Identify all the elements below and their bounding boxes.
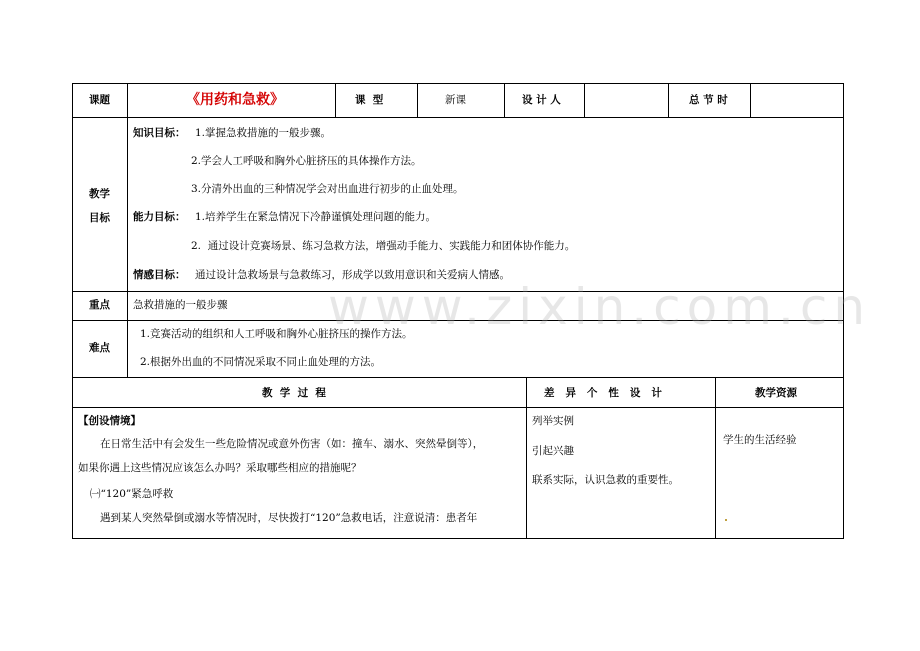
ability-goal-label: 能力目标：	[133, 211, 186, 223]
hours-label: 总 节 时	[689, 94, 728, 106]
type-value: 新课	[445, 94, 466, 106]
difficulties-label: 难点	[89, 342, 110, 354]
col-divider	[750, 83, 751, 117]
process-paragraph: 遇到某人突然晕倒或溺水等情况时，尽快拨打“120”急救电话，注意说清：患者年	[100, 512, 478, 524]
key-points-text: 急救措施的一般步骤	[133, 299, 228, 311]
objectives-label-line1: 教学	[89, 188, 110, 200]
row-divider	[72, 117, 844, 118]
table-border-bottom	[72, 538, 844, 539]
col-divider	[127, 117, 128, 377]
col-divider	[584, 83, 585, 117]
key-points-label: 重点	[89, 299, 110, 311]
knowledge-goal-label: 知识目标：	[133, 127, 186, 139]
differentiation-item: 列举实例	[532, 415, 574, 427]
process-paragraph: 如果你遇上这些情况应该怎么办吗？采取哪些相应的措施呢？	[78, 462, 362, 474]
col-divider	[127, 83, 128, 117]
designer-label: 设 计 人	[522, 94, 561, 106]
knowledge-goal-item: 2.学会人工呼吸和胸外心脏挤压的具体操作方法。	[191, 155, 422, 167]
emotion-goal-label: 情感目标：	[133, 269, 186, 281]
watermark: www.zixin.com.cn	[328, 278, 872, 336]
table-border-left	[72, 83, 73, 539]
col-divider	[504, 83, 505, 117]
col-divider	[335, 83, 336, 117]
emotion-goal-text: 通过设计急救场景与急救练习，形成学以致用意识和关爱病人情感。	[195, 269, 510, 281]
resources-header: 教学资源	[755, 387, 797, 399]
row-divider	[72, 407, 844, 408]
section-title: 【创设情境】	[78, 415, 141, 427]
differentiation-item: 联系实际，认识急救的重要性。	[532, 474, 679, 486]
table-border-top	[72, 83, 844, 84]
ability-goal-item: 2. 通过设计竞赛场景、练习急救方法，增强动手能力、实践能力和团体协作能力。	[191, 240, 576, 252]
knowledge-goal-item: 3.分清外出血的三种情况学会对出血进行初步的止血处理。	[191, 183, 464, 195]
differentiation-item: 引起兴趣	[532, 445, 574, 457]
col-divider	[668, 83, 669, 117]
process-header: 教 学 过 程	[262, 387, 326, 399]
process-subsection: ㈠“120”紧急呼救	[90, 488, 174, 500]
type-label: 课 型	[355, 94, 384, 106]
stray-mark	[725, 519, 727, 521]
difficulty-item: 2.根据外出血的不同情况采取不同止血处理的方法。	[140, 356, 382, 368]
col-divider	[526, 377, 527, 539]
objectives-label-line2: 目标	[89, 212, 110, 224]
lesson-title: 《用药和急救》	[186, 92, 284, 108]
difficulty-item: 1.竞赛活动的组织和人工呼吸和胸外心脏挤压的操作方法。	[140, 328, 413, 340]
row-divider	[72, 377, 844, 378]
topic-label: 课题	[89, 94, 110, 106]
knowledge-goal-item: 1.掌握急救措施的一般步骤。	[195, 127, 332, 139]
process-paragraph: 在日常生活中有会发生一些危险情况或意外伤害（如：撞车、溺水、突然晕倒等），	[100, 438, 484, 450]
col-divider	[715, 377, 716, 539]
col-divider	[417, 83, 418, 117]
resources-text: 学生的生活经验	[723, 434, 797, 446]
differentiation-header: 差 异 个 性 设 计	[544, 387, 662, 399]
ability-goal-item: 1.培养学生在紧急情况下冷静谨慎处理问题的能力。	[195, 211, 437, 223]
